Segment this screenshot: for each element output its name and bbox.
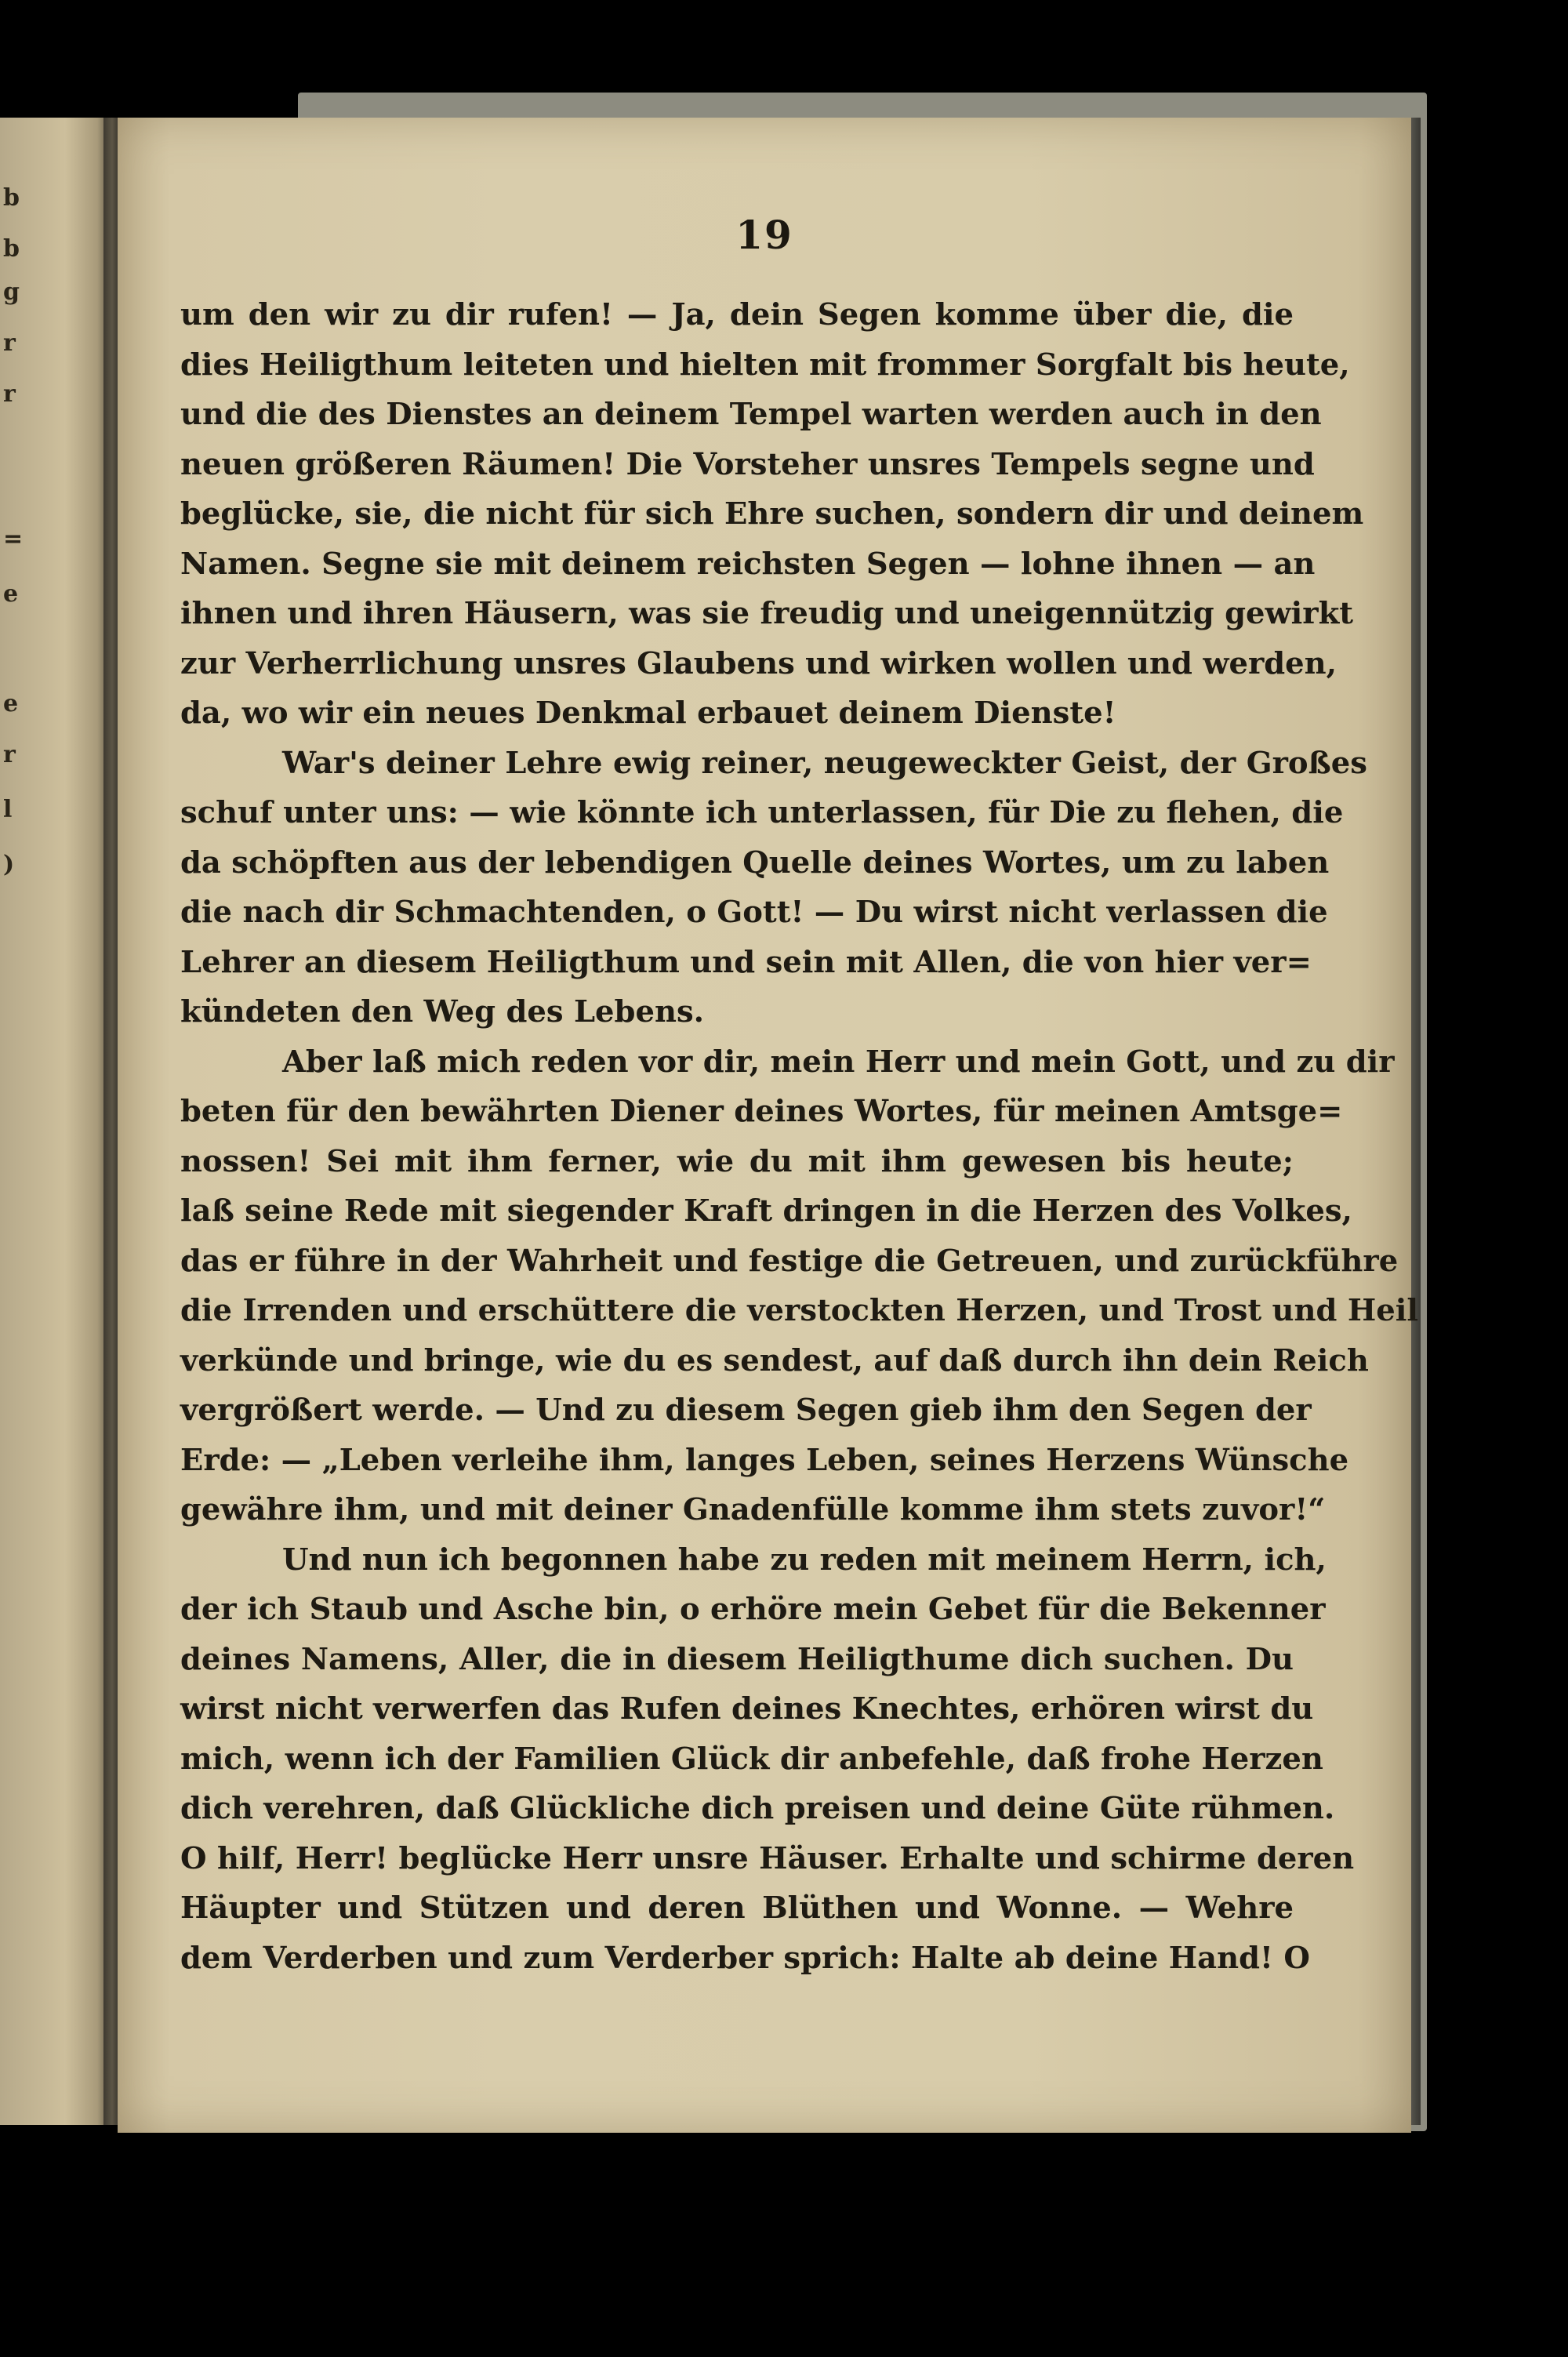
text-line: dies Heiligthum leiteten und hielten mit frommer Sorgfalt bis heute,	[180, 347, 1350, 383]
text-line: beten für den bewährten Diener deines Wortes, für meinen Amtsge=	[180, 1094, 1343, 1129]
left-page-char: l	[3, 796, 13, 823]
text-line: vergrößert werde. — Und zu diesem Segen gieb ihm den Segen der	[180, 1393, 1312, 1428]
text-line: neuen größeren Räumen! Die Vorsteher unsres Tempels segne und	[180, 446, 1315, 482]
left-page-char: r	[3, 380, 16, 408]
text-line: laß seine Rede mit siegender Kraft dringen in die Herzen des Volkes,	[180, 1193, 1352, 1229]
text-line: die nach dir Schmachtenden, o Gott! — Du wirst nicht verlassen die	[180, 895, 1328, 930]
left-page-char: )	[3, 851, 15, 878]
text-line: die Irrenden und erschüttere die verstockten Herzen, und Trost und Heil	[180, 1293, 1418, 1328]
text-line: beglücke, sie, die nicht für sich Ehre suchen, sondern dir und deinem	[180, 496, 1364, 532]
text-line: War's deiner Lehre ewig reiner, neugeweckter Geist, der Großes	[282, 745, 1367, 781]
text-line: und die des Dienstes an deinem Tempel warten werden auch in den	[180, 397, 1322, 432]
page-number: 19	[735, 212, 793, 258]
text-line: nossen! Sei mit ihm ferner, wie du mit ihm gewesen bis heute;	[180, 1143, 1294, 1179]
text-line: schuf unter uns: — wie könnte ich unterlassen, für Die zu flehen, die	[180, 795, 1344, 830]
page-text	[180, 290, 1418, 1983]
left-page-char: r	[3, 329, 16, 357]
text-line: um den wir zu dir rufen! — Ja, dein Segen komme über die, die	[180, 297, 1294, 332]
left-page-char: b	[3, 184, 20, 212]
left-page-char: e	[3, 690, 19, 717]
left-page-char: e	[3, 580, 19, 608]
text-line: da schöpften aus der lebendigen Quelle deines Wortes, um zu laben	[180, 844, 1330, 881]
text-line: Häupter und Stützen und deren Blüthen und Wonne. — Wehre	[180, 1890, 1294, 1926]
text-line: dem Verderben und zum Verderber sprich: Halte ab deine Hand! O	[180, 1940, 1310, 1976]
left-page-edge	[0, 118, 108, 2125]
left-page-char: =	[3, 525, 24, 553]
text-line: verkünde und bringe, wie du es sendest, auf daß durch ihn dein Reich	[180, 1342, 1369, 1378]
text-line: Namen. Segne sie mit deinem reichsten Segen — lohne ihnen — an	[180, 546, 1316, 582]
text-line: mich, wenn ich der Familien Glück dir anbefehle, daß frohe Herzen	[180, 1741, 1323, 1777]
text-line: Aber laß mich reden vor dir, mein Herr und mein Gott, und zu dir	[282, 1044, 1395, 1080]
text-line: O hilf, Herr! beglücke Herr unsre Häuser. Erhalte und schirme deren	[180, 1840, 1355, 1876]
left-page-char: b	[3, 235, 20, 263]
text-line: der ich Staub und Asche bin, o erhöre mein Gebet für die Bekenner	[180, 1592, 1326, 1627]
text-line: das er führe in der Wahrheit und festige die Getreuen, und zurückführe	[180, 1243, 1399, 1279]
text-line: wirst nicht verwerfen das Rufen deines Knechtes, erhören wirst du	[180, 1691, 1314, 1727]
text-line: zur Verherrlichung unsres Glaubens und wirken wollen und werden,	[180, 645, 1338, 681]
text-line: gewähre ihm, und mit deiner Gnadenfülle komme ihm stets zuvor!“	[180, 1492, 1326, 1527]
text-line: ihnen und ihren Häusern, was sie freudig und uneigennützig gewirkt	[180, 596, 1354, 631]
text-line: Und nun ich begonnen habe zu reden mit meinem Herrn, ich,	[282, 1542, 1327, 1578]
text-line: Lehrer an diesem Heiligthum und sein mit Allen, die von hier ver=	[180, 944, 1312, 980]
left-page-char: g	[3, 278, 20, 306]
text-line: kündeten den Weg des Lebens.	[180, 994, 705, 1030]
book-page	[118, 118, 1418, 2133]
left-page-char: r	[3, 741, 16, 768]
text-line: Erde: — „Leben verleihe ihm, langes Leben, seines Herzens Wünsche	[180, 1442, 1349, 1478]
text-line: da, wo wir ein neues Denkmal erbauet deinem Dienste!	[180, 695, 1116, 731]
text-line: dich verehren, daß Glückliche dich preisen und deine Güte rühmen.	[180, 1791, 1335, 1826]
text-line: deines Namens, Aller, die in diesem Heiligthume dich suchen. Du	[180, 1641, 1294, 1677]
